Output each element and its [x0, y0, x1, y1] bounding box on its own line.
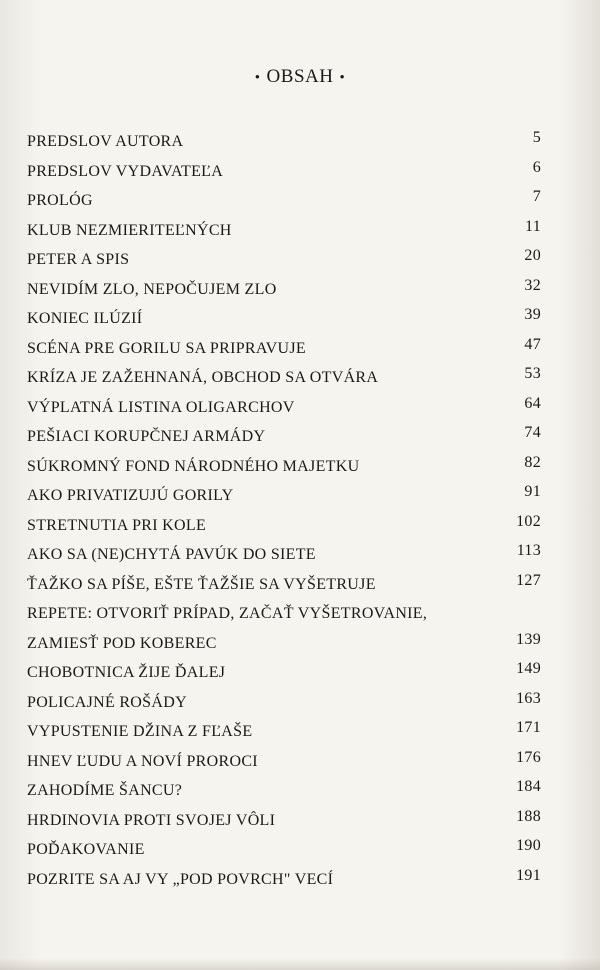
toc-entry-page: 184	[516, 778, 541, 795]
toc-entry	[27, 776, 541, 806]
toc-entry-page: 149	[516, 660, 541, 677]
toc-entry	[27, 127, 541, 157]
toc-entry-page: 171	[516, 719, 541, 736]
toc-entry	[27, 157, 541, 187]
toc-entry-page: 20	[524, 247, 541, 264]
toc-entry-title: ZAHODÍME ŠANCU?	[27, 782, 183, 799]
toc-entry	[27, 216, 541, 246]
toc-entry-title: ZAMIESŤ POD KOBEREC	[27, 634, 217, 652]
toc-entry-page: 64	[524, 394, 541, 412]
toc-entry-page: 82	[524, 453, 541, 471]
toc-entry-title: STRETNUTIA PRI KOLE	[27, 516, 207, 534]
toc-entry	[27, 452, 541, 482]
toc-entry-title: PREDSLOV AUTORA	[27, 133, 184, 150]
toc-entry-page: 53	[524, 365, 541, 382]
page-title	[0, 66, 600, 88]
toc-entry-page: 91	[524, 483, 541, 500]
toc-entry-page: 6	[532, 158, 541, 176]
toc-entry-title: VYPUSTENIE DŽINA Z FĽAŠE	[27, 723, 253, 740]
title-text: OBSAH	[266, 66, 334, 87]
toc-entry-page: 7	[532, 188, 541, 205]
toc-entry-page: 74	[524, 424, 541, 441]
toc-entry	[27, 422, 541, 452]
toc-entry	[27, 540, 541, 570]
toc-entry	[27, 688, 541, 718]
toc-entry	[27, 304, 541, 334]
toc-entry-title: POLICAJNÉ ROŠÁDY	[27, 693, 187, 711]
toc-entry-title: AKO PRIVATIZUJÚ GORILY	[27, 487, 234, 504]
toc-entry-title: AKO SA (NE)CHYTÁ PAVÚK DO SIETE	[27, 546, 316, 563]
toc-entry	[27, 747, 541, 777]
toc-entry-page: 11	[524, 217, 541, 235]
toc-entry-title: ŤAŽKO SA PÍŠE, EŠTE ŤAŽŠIE SA VYŠETRUJE	[27, 575, 376, 593]
toc-entry	[27, 599, 541, 629]
toc-entry-title: CHOBOTNICA ŽIJE ĎALEJ	[27, 664, 226, 681]
toc-entry-page: 188	[516, 807, 541, 825]
toc-entry-page: 139	[516, 630, 541, 648]
toc-entry-title: PEŠIACI KORUPČNEJ ARMÁDY	[27, 428, 266, 445]
toc-entry-page: 5	[532, 129, 541, 146]
toc-entry	[27, 393, 541, 423]
toc-entry	[27, 806, 541, 836]
toc-entry	[27, 717, 541, 747]
bullet-left: •	[254, 70, 261, 86]
toc-entry	[27, 481, 541, 511]
toc-entry	[27, 334, 541, 364]
toc-entry-title: POĎAKOVANIE	[27, 841, 145, 858]
toc-entry	[27, 658, 541, 688]
toc-entry-page: 39	[524, 306, 541, 323]
toc-entry-page: 47	[524, 335, 541, 353]
toc-entry-title: HNEV ĽUDU A NOVÍ PROROCI	[27, 752, 258, 770]
toc-entry	[27, 865, 541, 895]
toc-entry-title: POZRITE SA AJ VY „POD POVRCH" VECÍ	[27, 870, 334, 888]
toc-entry-title: KRÍZA JE ZAŽEHNANÁ, OBCHOD SA OTVÁRA	[27, 369, 379, 386]
toc-entry	[27, 511, 541, 541]
toc-entry-title: KONIEC ILÚZIÍ	[27, 310, 143, 327]
toc-entry	[27, 245, 541, 275]
toc-entry-page: 113	[516, 542, 541, 559]
toc-entry-title: NEVIDÍM ZLO, NEPOČUJEM ZLO	[27, 280, 277, 298]
toc-entry-page: 32	[524, 276, 541, 294]
toc-entry-title: VÝPLATNÁ LISTINA OLIGARCHOV	[27, 398, 295, 416]
toc-entry	[27, 275, 541, 305]
toc-entry	[27, 570, 541, 600]
toc-entry	[27, 835, 541, 865]
toc-entry-page: 163	[516, 689, 541, 707]
toc-entry-page: 102	[516, 512, 541, 530]
toc-entry-title: REPETE: OTVORIŤ PRÍPAD, ZAČAŤ VYŠETROVANIE,	[27, 605, 428, 622]
toc-entry-title: PREDSLOV VYDAVATEĽA	[27, 162, 224, 180]
toc-entry-title: SÚKROMNÝ FOND NÁRODNÉHO MAJETKU	[27, 457, 360, 475]
table-of-contents	[27, 127, 541, 894]
toc-entry-page: 190	[516, 837, 541, 854]
toc-entry-title: KLUB NEZMIERITEĽNÝCH	[27, 221, 232, 239]
toc-entry	[27, 186, 541, 216]
toc-entry-title: SCÉNA PRE GORILU SA PRIPRAVUJE	[27, 339, 306, 357]
toc-entry-title: PROLÓG	[27, 192, 93, 209]
toc-entry-title: PETER A SPIS	[27, 251, 130, 268]
toc-entry	[27, 363, 541, 393]
toc-entry-page: 191	[516, 866, 541, 884]
toc-entry-title: HRDINOVIA PROTI SVOJEJ VÔLI	[27, 811, 276, 829]
toc-entry-page: 127	[516, 571, 541, 589]
toc-entry	[27, 629, 541, 659]
toc-entry-page: 176	[516, 748, 541, 766]
bullet-right: •	[339, 70, 346, 86]
